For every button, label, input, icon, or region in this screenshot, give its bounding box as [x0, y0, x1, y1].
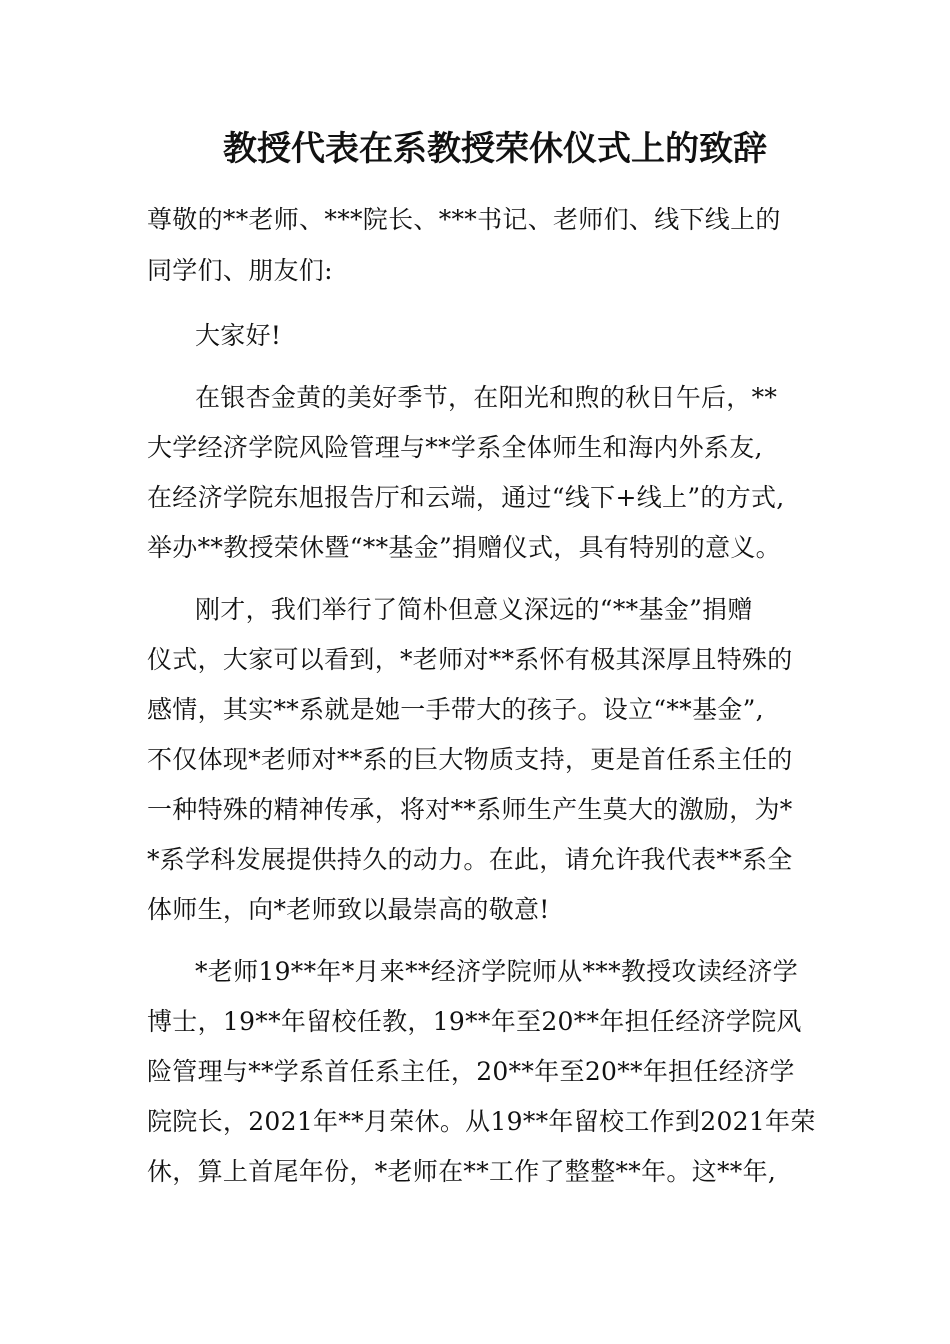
paragraph-1-line-3: 在经济学院东旭报告厅和云端，通过“线下+线上”的方式,: [147, 483, 785, 512]
salutation-line-2: 同学们、朋友们:: [147, 256, 333, 285]
paragraph-2-line-4: 不仅体现*老师对**系的巨大物质支持，更是首任系主任的: [147, 745, 793, 774]
paragraph-2-line-6: *系学科发展提供持久的动力。在此，请允许我代表**系全: [147, 845, 793, 874]
document-title: 教授代表在系教授荣休仪式上的致辞: [223, 129, 767, 169]
paragraph-2-line-1: 刚才，我们举行了简朴但意义深远的“**基金”捐赠: [195, 595, 753, 624]
salutation-line-1: 尊敬的**老师、***院长、***书记、老师们、线下线上的: [147, 205, 781, 234]
greeting-line: 大家好!: [195, 321, 282, 350]
paragraph-3-line-5: 休，算上首尾年份，*老师在**工作了整整**年。这**年,: [147, 1157, 777, 1186]
paragraph-1-line-2: 大学经济学院风险管理与**学系全体师生和海内外系友,: [147, 433, 763, 462]
paragraph-3-line-4: 院院长，2021年**月荣休。从19**年留校工作到2021年荣: [147, 1107, 816, 1136]
paragraph-2-line-3: 感情，其实**系就是她一手带大的孩子。设立“**基金”,: [147, 695, 764, 724]
paragraph-3-line-3: 险管理与**学系首任系主任，20**年至20**年担任经济学: [147, 1057, 795, 1086]
paragraph-1-line-1: 在银杏金黄的美好季节，在阳光和煦的秋日午后，**: [195, 383, 778, 412]
paragraph-3-line-2: 博士，19**年留校任教，19**年至20**年担任经济学院风: [147, 1007, 802, 1036]
paragraph-3-line-1: *老师19**年*月来**经济学院师从***教授攻读经济学: [195, 957, 799, 986]
paragraph-2-line-2: 仪式，大家可以看到，*老师对**系怀有极其深厚且特殊的: [147, 645, 793, 674]
paragraph-2-line-7: 体师生，向*老师致以最崇高的敬意!: [147, 895, 550, 924]
paragraph-1-line-4: 举办**教授荣休暨“**基金”捐赠仪式，具有特别的意义。: [147, 533, 781, 562]
paragraph-2-line-5: 一种特殊的精神传承，将对**系师生产生莫大的激励，为*: [147, 795, 793, 824]
